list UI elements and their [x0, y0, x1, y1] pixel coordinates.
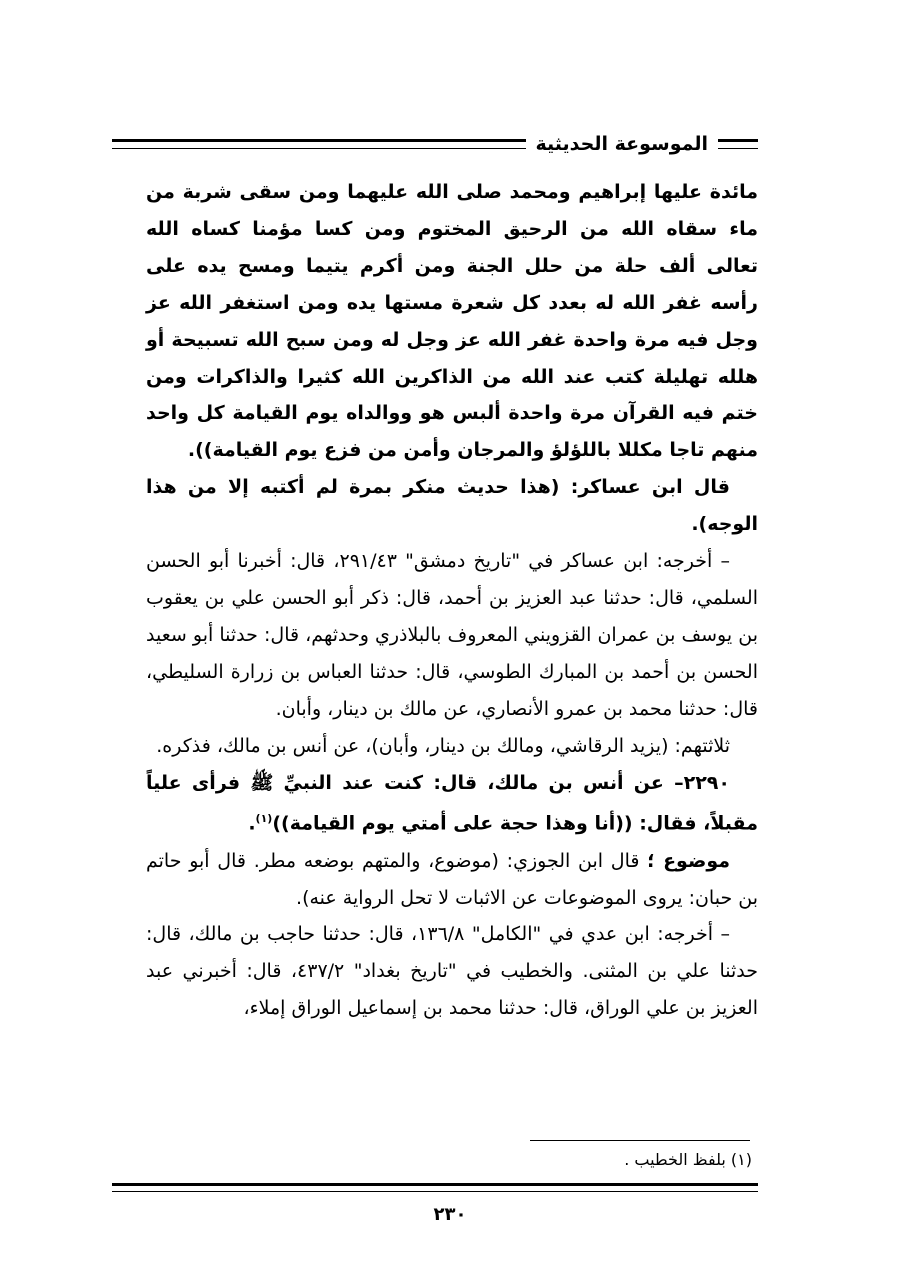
page-number: ٢٣٠ [433, 1204, 467, 1225]
paragraph-hadith-end: مائدة عليها إبراهيم ومحمد صلى الله عليهما ومن سقى شربة من ماء سقاه الله من الرحيق المختوم ومن كسا مؤمنا كساه الله تعالى ألف حلة من حلل الجنة ومن أكرم يتيما ومسح يده على رأسه غفر الله له بعدد كل شعرة مستها يده ومن استغفر الله عز وجل فيه مرة واحدة غفر الله عز وجل له ومن سبح الله تسبيحة أو هلله تهليلة كتب عند الله من الذاكرين الله كثيرا والذاكرات ومن ختم فيه القرآن مرة واحدة ألبس هو ووالداه يوم القيامة كل واحد منهم تاجا مكللا باللؤلؤ والمرجان وأمن من فزع يوم القيامة)). [146, 181, 758, 462]
paragraph-takhrij-asakir: – أخرجه: ابن عساكر في "تاريخ دمشق" ٢٩١/٤٣، قال: أخبرنا أبو الحسن السلمي، قال: حدثنا عبد العزيز بن أحمد، قال: ذكر أبو الحسن علي بن يعقوب بن يوسف بن عمران القزويني المعروف بالبلاذري وحدثهم، قال: حدثنا أبو سعيد الحسن بن أحمد بن المبارك الطوسي، قال: حدثنا العباس بن زرارة السليطي، قال: حدثنا محمد بن عمرو الأنصاري، عن مالك بن دينار، وأبان. [146, 550, 758, 720]
footnote: (١) بلفظ الخطيب . [624, 1150, 752, 1169]
footer-rule [112, 1183, 758, 1192]
paragraph-narrators: ثلاثتهم: (يزيد الرقاشي، ومالك بن دينار، وأبان)، عن أنس بن مالك، فذكره. [156, 734, 730, 757]
header-rule-left [112, 139, 526, 149]
header-rule-right [718, 139, 758, 149]
page-header [112, 126, 758, 162]
paragraph-hadith-2290 [146, 765, 758, 843]
running-title: الموسوعة الحديثية [535, 133, 708, 155]
paragraph-mawdu [146, 843, 758, 917]
mawdu-label: موضوع ؛ [647, 849, 730, 872]
footnote-separator [530, 1140, 750, 1141]
hadith-2290-end: . [248, 812, 256, 835]
footnote-ref: (١) [255, 812, 273, 826]
paragraph-takhrij-adi: – أخرجه: ابن عدي في "الكامل" ١٣٦/٨، قال: حدثنا حاجب بن مالك، قال: حدثنا علي بن المثنى. والخطيب في "تاريخ بغداد" ٤٣٧/٢، قال: أخبرني عبد العزيز بن علي الوراق، قال: حدثنا محمد بن إسماعيل الوراق إملاء، [146, 923, 758, 1020]
paragraph-ibn-asakir-verdict: قال ابن عساكر: (هذا حديث منكر بمرة لم أكتبه إلا من هذا الوجه). [146, 476, 758, 536]
main-text [146, 174, 758, 1027]
mawdu-text: قال ابن الجوزي: (موضوع، والمتهم بوضعه مطر. قال أبو حاتم بن حبان: يروى الموضوعات عن الاثبات لا تحل الرواية عنه). [146, 849, 758, 909]
hadith-2290-text: ٢٢٩٠– عن أنس بن مالك، قال: كنت عند النبيِّ ﷺ فرأى علياً مقبلاً، فقال: ((أنا وهذا حجة على أمتي يوم القيامة)) [146, 771, 758, 835]
